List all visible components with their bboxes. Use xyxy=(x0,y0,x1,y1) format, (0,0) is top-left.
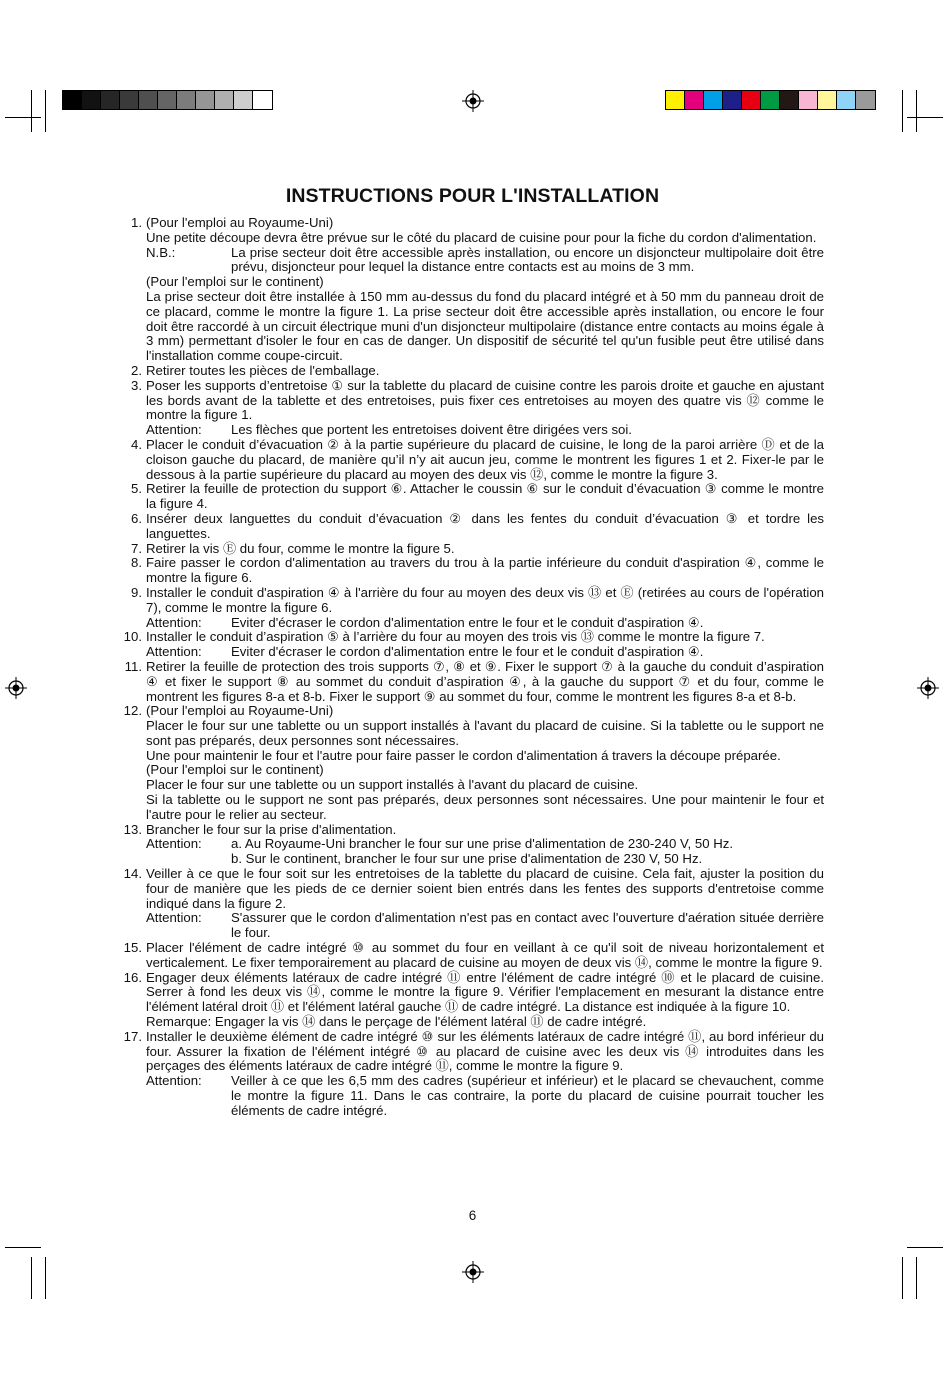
instruction-text: Faire passer le cordon d'alimentation au travers du trou à la partie inférieure du conduit d'aspiration ④, comme le montre la figure 6. xyxy=(146,555,824,586)
note-label: Attention: xyxy=(146,1073,202,1089)
instruction-text: (Pour l'emploi sur le continent) xyxy=(146,762,324,778)
instruction-item xyxy=(120,438,824,482)
instruction-item xyxy=(120,379,824,438)
note-text: S'assurer que le cordon d'alimentation n'est pas en contact avec l'ouverture d'aération située derrière le four. xyxy=(231,910,824,941)
color-swatch xyxy=(666,91,685,109)
gray-swatch xyxy=(234,91,253,109)
instruction-text: Retirer la feuille de protection des trois supports ⑦, ⑧ et ⑨. Fixer le support ⑦ à la gauche du conduit d’aspiration ④ et fixer le support ⑧ au sommet du conduit d’aspiration ④, à la gauche du support ⑦ et du four, comme le montrent les figures 8-a et 8-b. Fixer le support ⑨ au sommet du four, comme le montrent les figures 8-a et 8-b. xyxy=(146,658,824,704)
instruction-note xyxy=(146,837,824,852)
gray-swatch xyxy=(196,91,215,109)
color-swatch xyxy=(856,91,875,109)
gray-swatch xyxy=(63,91,82,109)
note-text: La prise secteur doit être accessible après installation, ou encore un disjoncteur multipolaire doit être prévu, disjoncteur pour lequel la distance entre contacts est au moins de 3 mm. xyxy=(231,244,824,275)
instruction-number: 16. xyxy=(123,969,142,985)
crop-mark xyxy=(902,90,903,132)
instruction-item xyxy=(120,586,824,630)
crop-mark xyxy=(45,1257,46,1299)
note-label: Attention: xyxy=(146,422,202,438)
gray-swatch xyxy=(177,91,196,109)
instruction-text: Retirer la vis Ⓔ du four, comme le montre la figure 5. xyxy=(146,540,455,556)
instruction-item xyxy=(120,660,824,704)
instruction-note xyxy=(146,1074,824,1118)
note-text: Les flèches que portent les entretoises doivent être dirigées vers soi. xyxy=(231,422,632,438)
instruction-item xyxy=(120,941,824,971)
grayscale-calibration-bar xyxy=(62,90,273,110)
crop-mark xyxy=(5,1247,41,1248)
instruction-text: Brancher le four sur la prise d'alimentation. xyxy=(146,821,397,837)
instruction-item xyxy=(120,512,824,542)
crop-mark xyxy=(31,1257,32,1299)
gray-swatch xyxy=(139,91,158,109)
instruction-text: Engager deux éléments latéraux de cadre intégré ⑪ entre l'élément de cadre intégré ⑩ et le placard de cuisine. Serrer à fond les deux vis ⑭, comme le montre la figure 9. Vérifier l'emplacement en mesurant la distance entre l'élément latéral droit ⑪ et l'élément latéral gauche ⑪ de cadre intégré. La distance est indiquée à la figure 10. xyxy=(146,969,824,1015)
instruction-text: Placer l'élément de cadre intégré ⑩ au sommet du four en veillant à ce qu'il soit de niveau horizontalement et verticalement. Le fixer temporairement au placard de cuisine au moyen de deux vis ⑭, comme le montre la figure 9. xyxy=(146,940,824,970)
instruction-item xyxy=(120,704,824,822)
gray-swatch xyxy=(120,91,139,109)
instruction-text: Placer le conduit d’évacuation ② à la partie supérieure du placard de cuisine, le long de la paroi arrière Ⓓ et de la cloison gauche du placard, de manière qu’il n’y ait aucun jeu, comme le montrent les figures 1 et 2. Fixer-le par le dessous à la partie supérieure du placard au moyen des deux vis ⑫, comme le montre la figure 3. xyxy=(146,436,824,482)
instruction-item xyxy=(120,482,824,512)
color-swatch xyxy=(685,91,704,109)
page-title: INSTRUCTIONS POUR L'INSTALLATION xyxy=(285,185,660,207)
instruction-number: 3. xyxy=(131,377,142,393)
instruction-note xyxy=(146,246,824,276)
registration-target-icon xyxy=(462,1261,484,1283)
crop-mark xyxy=(902,1257,903,1299)
instruction-note xyxy=(146,423,824,438)
instruction-note xyxy=(146,852,824,867)
color-swatch xyxy=(723,91,742,109)
registration-target-icon xyxy=(5,677,27,699)
instruction-number: 2. xyxy=(131,362,142,378)
instruction-text: La prise secteur doit être installée à 150 mm au-dessus du fond du placard intégré et à 50 mm du panneau droit de ce placard, comme le montre la figure 1. La prise secteur doit être accessible après installation, ou encore le four doit être raccordé à un circuit électrique muni d'un disjoncteur multipolaire (distance entre contacts au moins égale à 3 mm) permettant d'isoler le four en cas de danger. Un dispositif de sécurité tel qu'un fusible peut être utilisé dans l'installation comme coupe-circuit. xyxy=(146,288,824,364)
note-text: Eviter d'écraser le cordon d'alimentation entre le four et le conduit d'aspiration ④. xyxy=(231,644,704,660)
registration-target-icon xyxy=(917,677,939,699)
instruction-note xyxy=(146,645,824,660)
note-label: N.B.: xyxy=(146,244,176,260)
instruction-text: Si la tablette ou le support ne sont pas préparés, deux personnes sont nécessaires. Une pour maintenir le four et l'autre pour le relier au secteur. xyxy=(146,792,824,822)
instruction-number: 12. xyxy=(123,703,142,719)
instruction-number: 14. xyxy=(123,866,142,882)
instruction-item xyxy=(120,867,824,941)
instruction-item xyxy=(120,971,824,1030)
registration-target-icon xyxy=(462,90,484,112)
instruction-text: (Pour l'emploi au Royaume-Uni) xyxy=(146,703,334,719)
crop-mark xyxy=(907,117,943,118)
instruction-text: Placer le four sur une tablette ou un support installés à l'avant du placard de cuisine. Si la tablette ou le support ne sont pas préparés, deux personnes sont nécessaires. xyxy=(146,718,824,748)
instruction-number: 13. xyxy=(123,821,142,837)
instruction-item xyxy=(120,556,824,586)
note-text: Veiller à ce que les 6,5 mm des cadres (supérieur et inférieur) et le placard se chevauchent, comme le montre la figure 11. Dans le cas contraire, la porte du placard de cuisine pourrait toucher les éléments de cadre intégré. xyxy=(231,1073,824,1118)
instruction-text: Veiller à ce que le four soit sur les entretoises de la tablette du placard de cuisine. Cela fait, ajuster la position du four de manière que les pieds de ce dernier soient bien entrés dans les fentes des supports d'entretoise comme indiqué dans la figure 2. xyxy=(146,866,824,911)
note-text: b. Sur le continent, brancher le four sur une prise d'alimentation de 230 V, 50 Hz. xyxy=(231,851,703,867)
instruction-text: Installer le conduit d'aspiration ④ à l'arrière du four au moyen des deux vis ⑬ et Ⓔ (retirées au cours de l'opération 7), comme le montre la figure 6. xyxy=(146,584,824,615)
instruction-number: 1. xyxy=(131,215,142,230)
instruction-list xyxy=(120,216,824,1119)
color-swatch xyxy=(780,91,799,109)
crop-mark xyxy=(5,117,41,118)
instruction-number: 7. xyxy=(131,540,142,556)
instruction-text: Insérer deux languettes du conduit d’évacuation ② dans les fentes du conduit d’évacuation ③ et tordre les languettes. xyxy=(146,510,824,541)
instruction-text: Retirer la feuille de protection du support ⑥. Attacher le coussin ⑥ sur le conduit d’évacuation ③ comme le montre la figure 4. xyxy=(146,481,824,512)
crop-mark xyxy=(907,1247,943,1248)
note-label: Attention: xyxy=(146,910,202,926)
instruction-item xyxy=(120,823,824,867)
instruction-number: 17. xyxy=(123,1028,142,1044)
instruction-note xyxy=(146,911,824,941)
instruction-item xyxy=(120,216,824,364)
gray-swatch xyxy=(158,91,177,109)
instruction-item xyxy=(120,1030,824,1119)
color-calibration-bar xyxy=(665,90,876,110)
instruction-number: 15. xyxy=(123,940,142,956)
instruction-text: Placer le four sur une tablette ou un support installés à l'avant du placard de cuisine. xyxy=(146,777,639,793)
color-swatch xyxy=(761,91,780,109)
color-swatch xyxy=(837,91,856,109)
gray-swatch xyxy=(215,91,234,109)
instruction-text: Installer le deuxième élément de cadre intégré ⑩ sur les éléments latéraux de cadre intégré ⑪, au bord inférieur du four. Assurer la fixation de l'élément intégré ⑩ au placard de cuisine avec les deux vis ⑭ introduites dans les perçages des éléments latéraux de cadre intégré ⑪, comme le montre la figure 9. xyxy=(146,1028,824,1074)
crop-mark xyxy=(916,90,917,132)
crop-mark xyxy=(31,90,32,132)
instruction-text: (Pour l'emploi sur le continent) xyxy=(146,274,324,290)
instruction-number: 5. xyxy=(131,481,142,497)
instruction-item xyxy=(120,630,824,660)
instruction-text: Une pour maintenir le four et l'autre pour faire passer le cordon d'alimentation á travers la découpe préparée. xyxy=(146,747,781,763)
instruction-number: 9. xyxy=(131,584,142,600)
color-swatch xyxy=(818,91,837,109)
note-label: Attention: xyxy=(146,614,202,630)
instruction-number: 4. xyxy=(131,436,142,452)
color-swatch xyxy=(742,91,761,109)
instruction-text: Retirer toutes les pièces de l'emballage. xyxy=(146,362,380,378)
gray-swatch xyxy=(253,91,272,109)
instruction-text: Poser les supports d’entretoise ① sur la tablette du placard de cuisine contre les parois droite et gauche en ajustant les bords avant de la tablette et des entretoises, puis fixer ces entretoises au moyen des quatre vis ⑫ comme le montre la figure 1. xyxy=(146,377,824,423)
note-text: a. Au Royaume-Uni brancher le four sur une prise d'alimentation de 230-240 V, 50 Hz. xyxy=(231,836,733,852)
gray-swatch xyxy=(101,91,120,109)
instruction-number: 10. xyxy=(123,629,142,645)
gray-swatch xyxy=(82,91,101,109)
instruction-item xyxy=(120,364,824,379)
instruction-number: 11. xyxy=(124,658,142,674)
note-label: Attention: xyxy=(146,644,202,660)
instruction-number: 8. xyxy=(131,555,142,571)
crop-mark xyxy=(916,1257,917,1299)
instruction-text: Installer le conduit d’aspiration ⑤ à l’arrière du four au moyen des trois vis ⑬ comme le montre la figure 7. xyxy=(146,629,765,645)
page-number: 6 xyxy=(468,1208,477,1223)
instruction-number: 6. xyxy=(131,510,142,526)
crop-mark xyxy=(45,90,46,132)
color-swatch xyxy=(799,91,818,109)
color-swatch xyxy=(704,91,723,109)
instruction-item xyxy=(120,542,824,557)
instruction-text: Remarque: Engager la vis ⑭ dans le perçage de l'élément latéral ⑪ de cadre intégré. xyxy=(146,1014,647,1030)
instruction-note xyxy=(146,616,824,631)
note-text: Eviter d'écraser le cordon d'alimentation entre le four et le conduit d'aspiration ④. xyxy=(231,614,704,630)
instruction-text: (Pour l'emploi au Royaume-Uni) xyxy=(146,215,334,230)
instruction-text: Une petite découpe devra être prévue sur le côté du placard de cuisine pour pour la fiche du cordon d'alimentation. xyxy=(146,229,817,245)
note-label: Attention: xyxy=(146,836,202,852)
